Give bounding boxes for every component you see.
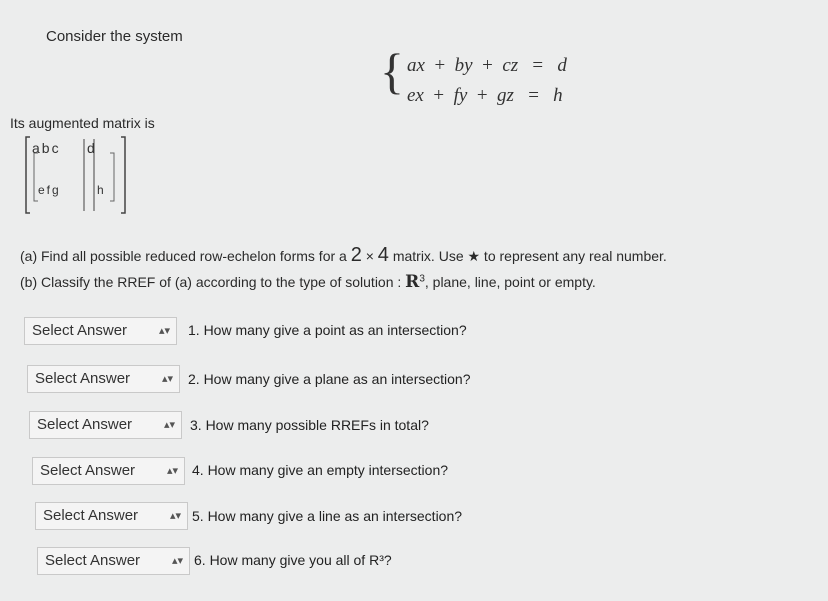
intro-text: Consider the system — [46, 28, 183, 45]
part-a-text — [20, 244, 667, 267]
select-answer-q5[interactable] — [35, 502, 188, 530]
matrix-row1-coefficients: abc — [32, 140, 61, 156]
augmented-label: Its augmented matrix is — [10, 115, 155, 131]
part-b-suffix: , plane, line, point or empty. — [424, 274, 596, 290]
matrix-rows: 2 — [350, 244, 362, 266]
select-answer-q6[interactable] — [37, 547, 190, 575]
plus-sign: + — [472, 85, 493, 106]
r3-symbol: R — [405, 272, 420, 292]
question-6: 6. How many give you all of R³? — [194, 552, 392, 568]
term-by: by — [454, 55, 473, 76]
select-answer-q1[interactable] — [24, 317, 177, 345]
part-a-prefix: (a) Find all possible reduced row-echelon forms for a — [20, 248, 347, 264]
matrix-cols: 4 — [377, 244, 389, 266]
up-down-arrows-icon: ▴▾ — [163, 419, 175, 431]
select-q4-label: Select Answer — [40, 462, 136, 479]
times-sign: × — [365, 248, 374, 264]
question-2: 2. How many give a plane as an intersection? — [188, 371, 471, 387]
plus-sign: + — [477, 55, 498, 76]
question-4: 4. How many give an empty intersection? — [192, 462, 449, 478]
question-5: 5. How many give a line as an intersection? — [192, 508, 463, 524]
up-down-arrows-icon: ▴▾ — [169, 510, 181, 522]
part-b-prefix: (b) Classify the RREF of (a) according to the type of solution : — [20, 274, 402, 290]
equals-sign: = — [522, 55, 553, 76]
select-q2-label: Select Answer — [35, 370, 131, 387]
up-down-arrows-icon: ▴▾ — [158, 325, 170, 337]
select-q1-label: Select Answer — [32, 322, 128, 339]
rhs-h: h — [553, 85, 563, 106]
question-3: 3. How many possible RREFs in total? — [190, 417, 429, 433]
equation-row-2 — [407, 85, 563, 107]
up-down-arrows-icon: ▴▾ — [171, 555, 183, 567]
select-answer-q4[interactable] — [32, 457, 185, 485]
equals-sign: = — [518, 85, 549, 106]
select-answer-q3[interactable] — [29, 411, 182, 439]
plus-sign: + — [428, 85, 449, 106]
question-1: 1. How many give a point as an intersection? — [188, 322, 467, 338]
equation-row-1 — [407, 55, 567, 77]
select-q6-label: Select Answer — [45, 552, 141, 569]
part-a-suffix: matrix. Use ★ to represent any real number. — [392, 248, 667, 264]
term-gz: gz — [497, 85, 514, 106]
plus-sign: + — [429, 55, 450, 76]
r3-exponent: 3 — [419, 273, 425, 285]
augmented-matrix — [24, 135, 127, 215]
left-brace: { — [380, 43, 404, 99]
select-answer-q2[interactable] — [27, 365, 180, 393]
select-q3-label: Select Answer — [37, 416, 133, 433]
up-down-arrows-icon: ▴▾ — [166, 465, 178, 477]
select-q5-label: Select Answer — [43, 507, 139, 524]
up-down-arrows-icon: ▴▾ — [161, 373, 173, 385]
matrix-row2-coefficients: efg — [38, 183, 61, 197]
term-fy: fy — [453, 85, 468, 106]
term-cz: cz — [502, 55, 519, 76]
matrix-row1-rhs: d — [87, 140, 95, 156]
matrix-row2-rhs: h — [97, 183, 104, 197]
part-b-text — [20, 272, 596, 292]
rhs-d: d — [557, 55, 567, 76]
term-ex: ex — [407, 85, 424, 106]
term-ax: ax — [407, 55, 425, 76]
